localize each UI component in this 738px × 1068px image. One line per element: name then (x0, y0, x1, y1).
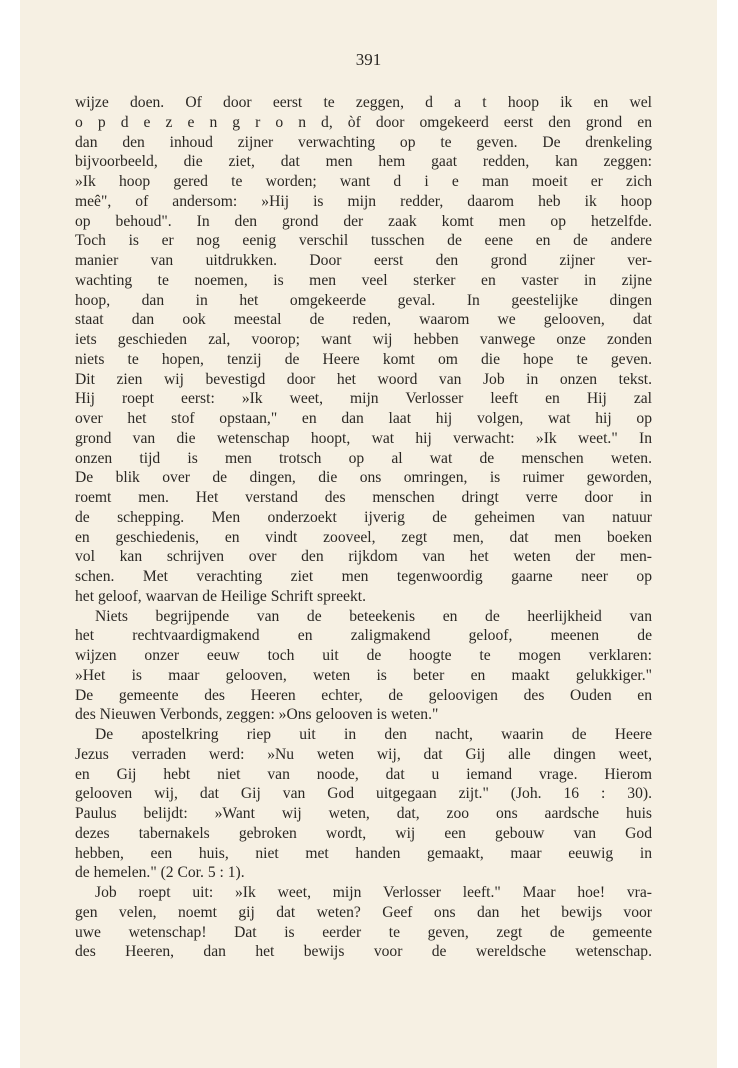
text-line: De gemeente des Heeren echter, de geloovigen des Ouden en (75, 686, 652, 704)
text-line: de hemelen." (2 Cor. 5 : 1). (75, 864, 245, 882)
text-line: vol kan schrijven over den rijkdom van het weten der men- (75, 548, 652, 566)
body-text (75, 93, 652, 962)
text-line: staat dan ook meestal de reden, waarom we gelooven, dat (75, 311, 652, 329)
text-line: roemt men. Het verstand des menschen dringt verre door in (75, 489, 652, 506)
text-line: de schepping. Men onderzoekt ijverig de geheimen van natuur (75, 508, 652, 526)
text-line: en Gij hebt niet van noode, dat u iemand vrage. Hierom (75, 765, 652, 783)
text-line: niets te hopen, tenzij de Heere komt om die hope te geven. (75, 350, 652, 368)
text-line: het geloof, waarvan de Heilige Schrift spreekt. (75, 587, 366, 605)
text-line: dezes tabernakels gebroken wordt, wij een gebouw van God (75, 824, 652, 842)
text-line: iets geschieden zal, voorop; want wij hebben vanwege onze zonden (75, 331, 652, 348)
text-line: uwe wetenschap! Dat is eerder te geven, zegt de gemeente (75, 923, 652, 941)
text-line: gen velen, noemt gij dat weten? Geef ons dan het bewijs voor (75, 903, 652, 921)
text-line: onzen tijd is men trotsch op al wat de menschen weten. (75, 449, 652, 467)
text-line: wijze doen. Of door eerst te zeggen, d a t hoop ik en wel (75, 94, 652, 111)
text-line: schen. Met verachting ziet men tegenwoordig gaarne neer op (75, 568, 652, 585)
text-line: des Nieuwen Verbonds, zeggen: »Ons gelooven is weten." (75, 706, 439, 724)
text-line: en geschiedenis, en vindt zooveel, zegt men, dat men boeken (75, 528, 652, 546)
page-number: 391 (355, 50, 382, 69)
text-line: De apostelkring riep uit in den nacht, waarin de Heere (95, 726, 652, 743)
text-line: dan den inhoud zijner verwachting op te geven. De drenkeling (75, 133, 652, 151)
text-line: hebben, een huis, niet met handen gemaakt, maar eeuwig in (75, 844, 652, 862)
text-line: Job roept uit: »Ik weet, mijn Verlosser leeft." Maar hoe! vra- (95, 884, 652, 901)
text-line: manier van uitdrukken. Door eerst den grond zijner ver- (75, 252, 652, 269)
text-line: meê", of andersom: »Hij is mijn redder, daarom heb ik hoop (75, 192, 652, 210)
text-line: Toch is er nog eenig verschil tusschen de eene en de andere (75, 232, 652, 250)
text-line: op behoud". In den grond der zaak komt men op hetzelfde. (75, 212, 652, 230)
text-line: »Ik hoop gered te worden; want d i e man moeit er zich (75, 173, 652, 190)
text-line: Jezus verraden werd: »Nu weten wij, dat Gij alle dingen weet, (75, 745, 652, 763)
text-line: wijzen onzer eeuw toch uit de hoogte te mogen verklaren: (75, 647, 652, 664)
text-line: hoop, dan in het omgekeerde geval. In geestelijke dingen (75, 291, 652, 309)
text-line: bijvoorbeeld, die ziet, dat men hem gaat redden, kan zeggen: (75, 153, 652, 171)
text-line: De blik over de dingen, die ons omringen, is ruimer geworden, (75, 469, 652, 487)
text-line: het rechtvaardigmakend en zaligmakend geloof, meenen de (75, 627, 652, 645)
text-line: o p d e z e n g r o n d, òf door omgekeerd eerst den grond en (75, 113, 652, 131)
text-line: gelooven wij, dat Gij van God uitgegaan zijt." (Joh. 16 : 30). (75, 785, 652, 803)
text-line: »Het is maar gelooven, weten is beter en maakt gelukkiger." (75, 666, 652, 684)
text-line: grond van die wetenschap hoopt, wat hij verwacht: »Ik weet." In (75, 429, 652, 447)
text-line: Dit zien wij bevestigd door het woord van Job in onzen tekst. (75, 370, 652, 388)
text-line: des Heeren, dan het bewijs voor de wereldsche wetenschap. (75, 943, 652, 961)
text-line: Hij roept eerst: »Ik weet, mijn Verlosser leeft en Hij zal (75, 390, 652, 408)
book-page (20, 0, 717, 1068)
text-line: wachting te noemen, is men veel sterker en vaster in zijne (75, 271, 652, 289)
text-line: Niets begrijpende van de beteekenis en de heerlijkheid van (95, 607, 652, 625)
text-line: over het stof opstaan," en dan laat hij volgen, wat hij op (75, 410, 652, 427)
text-line: Paulus belijdt: »Want wij weten, dat, zoo ons aardsche huis (75, 805, 652, 822)
